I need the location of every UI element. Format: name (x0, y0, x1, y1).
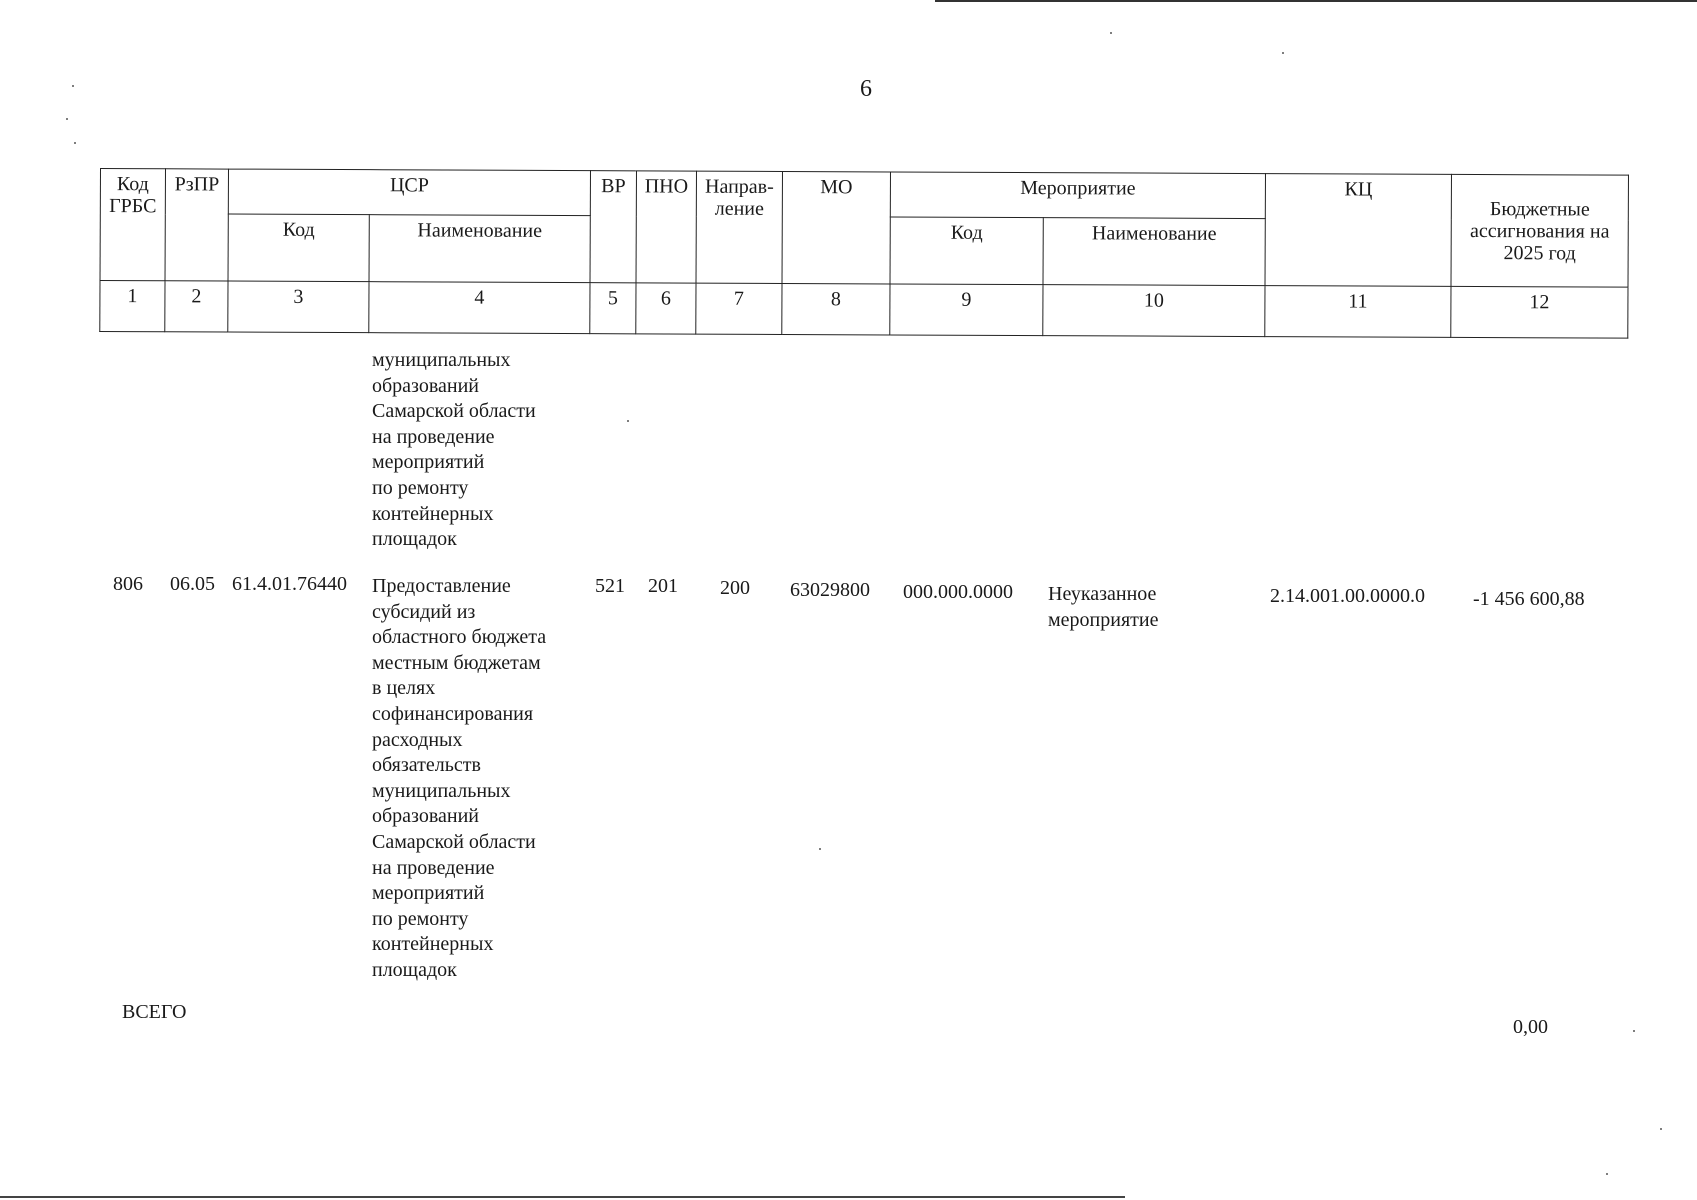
row-event-name: Неуказанное мероприятие (1048, 583, 1159, 631)
header-csr-code: Код (228, 214, 369, 282)
name-line: в целях (372, 677, 436, 700)
name-line: муниципальных (372, 349, 511, 371)
header-event-name: Наименование (1043, 218, 1265, 286)
header-event: Мероприятие (890, 172, 1265, 219)
row-vr: 521 (595, 575, 625, 597)
header-pno: ПНО (636, 171, 696, 283)
name-line: субсидий из (372, 600, 476, 623)
row-mo: 63029800 (790, 579, 870, 601)
scan-speck (66, 118, 68, 120)
name-line: образований (372, 805, 480, 828)
scan-speck (1606, 1173, 1608, 1175)
total-label: ВСЕГО (122, 1001, 187, 1023)
name-line: по ремонту (372, 476, 469, 499)
header-csr: ЦСР (228, 169, 590, 216)
scan-border-bottom (0, 1196, 1125, 1198)
column-number: 1 (100, 281, 165, 332)
name-line: площадок (372, 528, 457, 551)
name-line: контейнерных (372, 502, 494, 525)
total-value: 0,00 (1513, 1016, 1548, 1038)
scan-speck (819, 848, 821, 850)
name-line: контейнерных (372, 933, 494, 956)
row-event-code: 000.000.0000 (903, 581, 1013, 603)
column-number: 4 (369, 282, 590, 334)
column-number: 3 (228, 281, 369, 333)
scan-speck (1282, 52, 1284, 54)
name-line: мероприятий (372, 451, 485, 474)
row-name-cell (372, 574, 582, 984)
column-number: 7 (696, 283, 782, 334)
name-line: Самарской области (372, 400, 536, 423)
name-line: мероприятий (372, 882, 485, 905)
column-number: 2 (165, 281, 228, 332)
header-budget: Бюджетные ассигнования на 2025 год (1451, 174, 1628, 287)
row-grbs: 806 (113, 573, 143, 595)
row-amount: -1 456 600,88 (1473, 588, 1585, 610)
name-line: на проведение (372, 856, 495, 879)
header-vr: ВР (590, 171, 636, 283)
column-number: 8 (782, 283, 890, 334)
header-direction: Направ-ление (696, 171, 782, 283)
header-kod-grbs: Код ГРБС (100, 169, 165, 281)
row-kc: 2.14.001.00.0000.0 (1270, 585, 1425, 607)
column-number: 10 (1043, 285, 1265, 337)
header-mo: МО (782, 171, 890, 283)
scan-speck (72, 85, 74, 87)
name-line: муниципальных (372, 779, 511, 802)
name-line: софинансирования (372, 702, 534, 725)
name-line: Самарской области (372, 830, 536, 853)
continuation-name-cell (372, 348, 582, 553)
scan-speck (1660, 1128, 1662, 1130)
row-direction: 200 (720, 577, 750, 599)
column-number: 11 (1265, 286, 1451, 338)
row-csr-code: 61.4.01.76440 (232, 573, 347, 595)
header-csr-name: Наименование (369, 215, 590, 283)
column-number: 12 (1451, 286, 1628, 338)
name-line: областного бюджета (372, 626, 547, 649)
scan-speck (627, 420, 629, 422)
scan-speck (1110, 32, 1112, 34)
header-kc: КЦ (1265, 174, 1451, 287)
budget-table-header (99, 168, 1629, 339)
name-line: площадок (372, 958, 457, 981)
name-line: на проведение (372, 425, 495, 448)
column-number: 9 (890, 284, 1043, 336)
name-line: обязательств (372, 754, 481, 777)
name-line: образований (372, 374, 480, 397)
column-number: 5 (590, 283, 636, 334)
column-number: 6 (636, 283, 696, 334)
scan-speck (1633, 1030, 1635, 1032)
name-line: расходных (372, 728, 463, 751)
page-number: 6 (860, 76, 872, 102)
name-line: по ремонту (372, 907, 469, 930)
header-rzpr: РзПР (165, 169, 228, 281)
row-rzpr: 06.05 (170, 573, 215, 595)
scan-border-top (935, 0, 1697, 2)
name-line: местным бюджетам (372, 651, 541, 674)
row-pno: 201 (648, 575, 678, 597)
name-line: Предоставление (372, 575, 511, 597)
header-event-code: Код (890, 217, 1043, 285)
scan-speck (74, 142, 76, 144)
